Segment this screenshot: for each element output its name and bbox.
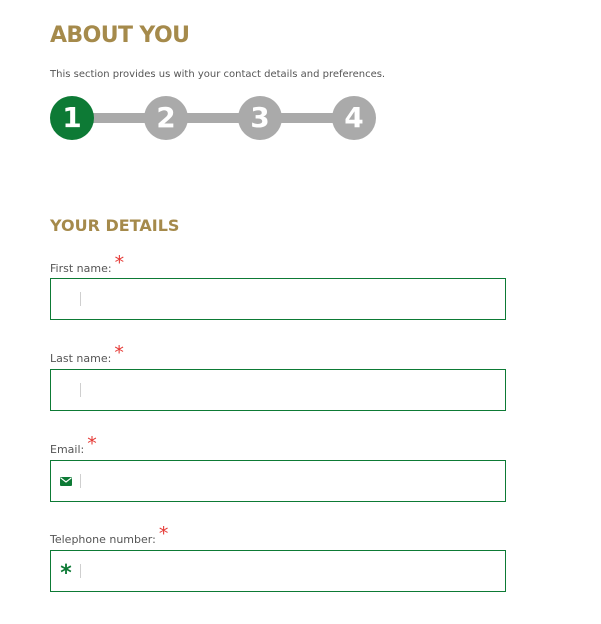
field-divider — [80, 474, 81, 488]
telephone-label — [50, 523, 169, 547]
envelope-icon — [60, 477, 72, 486]
required-marker: * — [114, 342, 124, 364]
step-4[interactable]: 4 — [332, 96, 376, 140]
email-field[interactable] — [50, 460, 506, 502]
stepper-track — [72, 113, 354, 123]
step-2[interactable]: 2 — [144, 96, 188, 140]
step-3[interactable]: 3 — [238, 96, 282, 140]
last-name-label — [50, 342, 124, 366]
field-divider — [80, 383, 81, 397]
step-1[interactable]: 1 — [50, 96, 94, 140]
email-label-text: Email: — [50, 443, 85, 456]
first-name-field[interactable] — [50, 278, 506, 320]
last-name-input[interactable] — [85, 370, 503, 410]
required-marker: * — [158, 523, 169, 545]
telephone-label-text: Telephone number: — [50, 533, 156, 546]
progress-stepper — [50, 96, 376, 140]
first-name-label-text: First name: — [50, 262, 112, 275]
field-divider — [80, 564, 81, 578]
last-name-label-text: Last name: — [50, 352, 112, 365]
page-title: ABOUT YOU — [50, 23, 190, 48]
email-icon-slot — [51, 461, 81, 501]
email-input[interactable] — [85, 461, 503, 501]
first-name-icon-slot — [51, 279, 81, 319]
telephone-icon-slot — [51, 551, 81, 591]
telephone-input[interactable] — [85, 551, 503, 591]
section-intro: This section provides us with your contact details and preferences. — [50, 69, 386, 80]
required-marker: * — [114, 252, 125, 274]
last-name-field[interactable] — [50, 369, 506, 411]
email-label — [50, 433, 97, 457]
asterisk-icon: * — [60, 561, 72, 586]
first-name-label — [50, 252, 125, 276]
telephone-field[interactable] — [50, 550, 506, 592]
section-title: YOUR DETAILS — [50, 216, 180, 235]
required-marker: * — [87, 433, 97, 455]
field-divider — [80, 292, 81, 306]
first-name-input[interactable] — [85, 279, 503, 319]
last-name-icon-slot — [51, 370, 81, 410]
